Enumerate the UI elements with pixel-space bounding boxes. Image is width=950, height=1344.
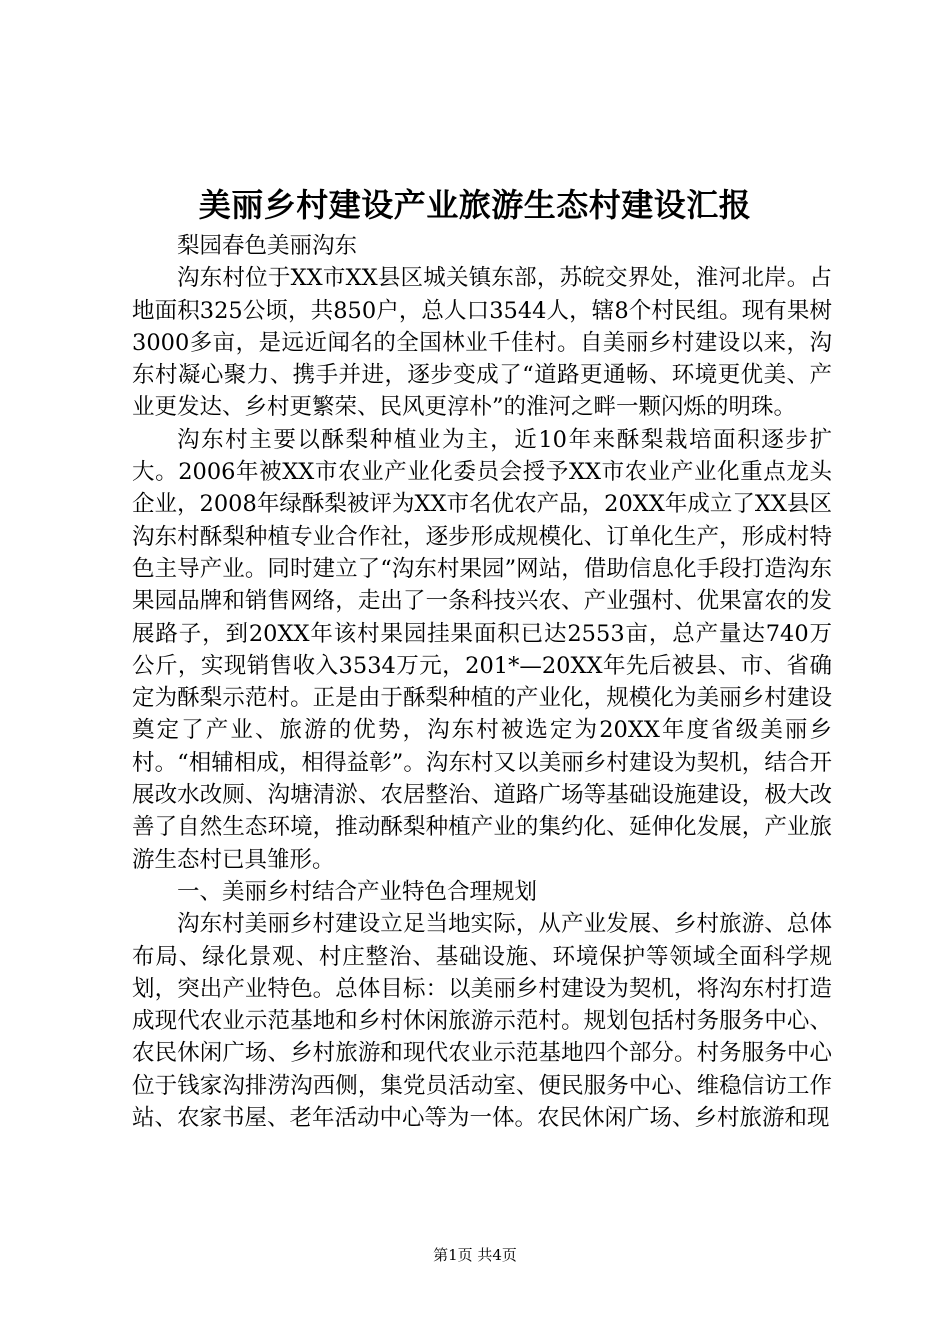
document-body: [132, 230, 832, 1134]
paragraph-subtitle: 梨园春色美丽沟东: [177, 233, 358, 259]
paragraph: 沟东村美丽乡村建设立足当地实际，从产业发展、乡村旅游、总体布局、绿化景观、村庄整治、基础设施、环境保护等领域全面科学规划，突出产业特色。总体目标：以美丽乡村建设为契机，将沟东村打造成现代农业示范基地和乡村休闲旅游示范村。规划包括村务服务中心、农民休闲广场、乡村旅游和现代农业示范基地四个部分。村务服务中心位于钱家沟排涝沟西侧，集党员活动室、便民服务中心、维稳信访工作站、农家书屋、老年活动中心等为一体。农民休闲广场、乡村旅游和现: [132, 911, 832, 1132]
document-title: 美丽乡村建设产业旅游生态村建设汇报: [198, 186, 752, 224]
paragraph: 沟东村主要以酥梨种植业为主，近10年来酥梨栽培面积逐步扩大。2006年被XX市农业产业化委员会授予XX市农业产业化重点龙头企业，2008年绿酥梨被评为XX市名优农产品，20XX年成立了XX县区沟东村酥梨种植专业合作社，逐步形成规模化、订单化生产，形成村特色主导产业。同时建立了“沟东村果园”网站，借助信息化手段打造沟东果园品牌和销售网络，走出了一条科技兴农、产业强村、优果富农的发展路子，到20XX年该村果园挂果面积已达2553亩，总产量达740万公斤，实现销售收入3534万元，201*—20XX年先后被县、市、省确定为酥梨示范村。正是由于酥梨种植的产业化，规模化为美丽乡村建设奠定了产业、旅游的优势，沟东村被选定为20XX年度省级美丽乡村。“相辅相成，相得益彰”。沟东村又以美丽乡村建设为契机，结合开展改水改厕、沟塘清淤、农居整治、道路广场等基础设施建设，极大改善了自然生态环境，推动酥梨种植产业的集约化、延伸化发展，产业旅游生态村已具雏形。: [132, 426, 832, 873]
section-heading: 一、美丽乡村结合产业特色合理规划: [177, 878, 538, 905]
paragraph: 沟东村位于XX市XX县区城关镇东部，苏皖交界处，淮河北岸。占地面积325公顷，共850户，总人口3544人，辖8个村民组。现有果树3000多亩，是远近闻名的全国林业千佳村。自美丽乡村建设以来，沟东村凝心聚力、携手并进，逐步变成了“道路更通畅、环境更优美、产业更发达、乡村更繁荣、民风更淳朴”的淮河之畔一颗闪烁的明珠。: [132, 265, 832, 421]
page-footer: 第1页 共4页: [433, 1246, 517, 1264]
